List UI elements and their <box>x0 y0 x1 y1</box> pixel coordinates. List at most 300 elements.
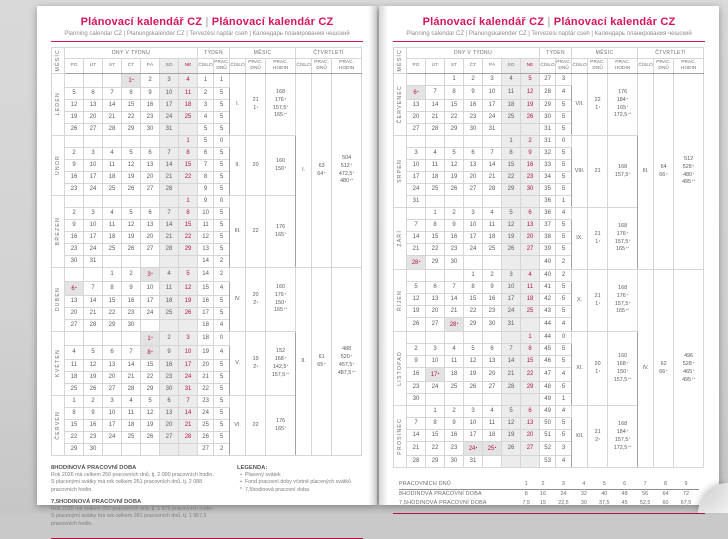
day-cell: 19 <box>122 231 141 243</box>
day-cell: 14 <box>445 293 464 305</box>
week-number-cell: 40 <box>540 269 556 281</box>
quarter-hours-cell-line: 495+* <box>682 179 696 186</box>
month-name-cell <box>394 331 407 405</box>
week-workdays-cell: 5 <box>556 293 572 305</box>
month-hours-cell-line: 165+* <box>616 308 630 315</box>
marker: + <box>692 360 695 365</box>
day-cell: 30 <box>160 383 179 395</box>
day-cell: 20 <box>65 307 84 319</box>
day-cell: 23 <box>464 111 483 123</box>
month-workdays-cell-line: 21 <box>594 167 601 174</box>
day-cell: 25 <box>103 183 122 195</box>
day-cell: 24 <box>84 243 103 255</box>
month-hours-cell <box>608 207 638 269</box>
calendar-table-host-right <box>393 47 705 468</box>
day-cell: 29 <box>445 123 464 135</box>
day-cell: 23 <box>65 183 84 195</box>
marker: * <box>286 104 289 109</box>
day-cell: 19 <box>464 367 483 381</box>
day-cell: 9 <box>65 159 84 171</box>
day-cell: 18 <box>483 231 502 243</box>
day-cell: 21 <box>84 307 103 319</box>
month-group-header: MĚSÍC <box>572 47 638 58</box>
week-number-cell: 3 <box>198 99 214 111</box>
quarter-number-cell <box>296 267 312 455</box>
marker: + <box>626 96 629 101</box>
week-number-cell: 14 <box>198 255 214 267</box>
calendar-table-host-left <box>51 47 363 456</box>
workdays-value-cell: 7,5 <box>522 500 531 507</box>
day-cell: 18 <box>65 371 84 383</box>
week-workdays-cell: 5 <box>556 159 572 171</box>
day-cell: 29 <box>141 383 160 395</box>
week-workdays-cell: 5 <box>214 383 230 395</box>
marker: • <box>437 370 440 376</box>
day-cell: 7 <box>122 345 141 359</box>
day-cell: 30 <box>521 183 540 195</box>
day-cell: 24 <box>179 371 198 383</box>
month-workdays-cell <box>246 331 266 395</box>
day-cell: 8 <box>65 407 84 419</box>
month-group-header: MĚSÍC <box>230 47 296 58</box>
day-cell: 6 <box>521 207 540 219</box>
month-name-cell <box>52 135 65 195</box>
month-hours-cell <box>266 395 296 455</box>
day-cell: 17 <box>84 171 103 183</box>
day-cell <box>521 393 540 405</box>
day-cell <box>179 123 198 135</box>
day-cell: 1 <box>179 195 198 207</box>
day-cell: 23 <box>160 371 179 383</box>
day-cell: 7 <box>407 417 426 429</box>
day-cell <box>103 443 122 455</box>
day-cell: 5 <box>502 207 521 219</box>
month-workdays-cell <box>246 267 266 331</box>
day-cell: 11 <box>483 219 502 231</box>
page-title <box>393 16 705 28</box>
week-number-cell: 27 <box>540 73 556 85</box>
day-cell: 17 <box>160 99 179 111</box>
month-name-cell <box>52 331 65 395</box>
quarter-hours-cell-line: 512+ <box>340 162 353 169</box>
month-number-header: ČÍSLO <box>230 58 246 73</box>
weekday-header: PO <box>65 58 84 73</box>
workdays-value-cell: 5 <box>591 480 617 490</box>
day-cell: 9 <box>407 355 426 367</box>
day-cell <box>407 207 426 219</box>
day-cell <box>65 195 84 207</box>
marker: +* <box>625 308 630 313</box>
month-workdays-cell-line: 1• <box>595 368 600 375</box>
quarter-hours-cell-line: 504 <box>342 154 352 161</box>
legend-text: Placený svátek <box>245 471 281 478</box>
week-workdays-cell: 1 <box>214 73 230 87</box>
month-number-cell-line: I. <box>236 100 240 107</box>
day-cell: 17 <box>464 231 483 243</box>
month-number-cell-line: III. <box>234 227 241 234</box>
day-cell: 8 <box>103 281 122 295</box>
legend-symbol: • <box>240 471 242 478</box>
quarter-hours-cell <box>332 73 362 267</box>
marker: * <box>626 368 629 373</box>
month-name-label: BŘEZEN <box>55 216 61 246</box>
day-cell <box>483 331 502 343</box>
day-cell <box>502 331 521 343</box>
day-cell: 6• <box>65 281 84 295</box>
day-cell: 11 <box>103 219 122 231</box>
marker: • <box>475 444 478 450</box>
day-cell: 7 <box>160 147 179 159</box>
day-cell: 10 <box>141 281 160 295</box>
day-cell: 12 <box>502 417 521 429</box>
marker: * <box>692 171 695 176</box>
day-cell <box>122 443 141 455</box>
month-number-cell <box>572 207 588 269</box>
day-cell: 14 <box>84 295 103 307</box>
quarter-number-cell <box>296 73 312 267</box>
week-workdays-cell: 5 <box>214 159 230 171</box>
day-cell: 16 <box>65 231 84 243</box>
day-cell: 3 <box>464 405 483 417</box>
month-workdays-cell-line: 2• <box>253 363 258 370</box>
week-number-cell: 24 <box>198 407 214 419</box>
day-cell: 11 <box>122 407 141 419</box>
month-name-label: ČERVENEC <box>397 84 403 124</box>
days-group-header: DNY V TÝDNU <box>407 47 540 58</box>
month-name-label: LISTOPAD <box>397 350 403 386</box>
week-group-header: TÝDEN <box>198 47 230 58</box>
day-cell <box>103 135 122 147</box>
month-workdays-cell-line: 20 <box>252 291 259 298</box>
day-cell: 28 <box>483 183 502 195</box>
month-hours-cell <box>608 331 638 405</box>
marker: + <box>350 162 353 167</box>
month-hours-cell-line: 160 <box>276 283 286 290</box>
day-cell: 12 <box>122 159 141 171</box>
day-cell: 2 <box>65 207 84 219</box>
legend-symbol: + <box>239 479 243 486</box>
workdays-row-label: 8HODINOVÁ PRACOVNÍ DOBA <box>399 491 482 498</box>
day-cell <box>445 135 464 147</box>
day-cell: 12 <box>445 159 464 171</box>
month-number-cell-line: X. <box>577 296 583 303</box>
quarter-workdays-header: PRAC. DNŮ <box>654 58 674 73</box>
day-cell <box>407 331 426 343</box>
week-row <box>52 267 362 281</box>
day-cell: 1 <box>426 207 445 219</box>
day-cell: 3• <box>141 267 160 281</box>
month-name-label: SRPEN <box>397 159 403 183</box>
note-line: S placenými svátky má rok celkem 261 pracovních dnů, tj. 1 957,5 pracovních hodin. <box>51 513 207 527</box>
day-cell: 8 <box>179 207 198 219</box>
day-cell <box>521 123 540 135</box>
week-workdays-cell: 1 <box>556 393 572 405</box>
marker: * <box>628 300 631 305</box>
marker: * <box>626 104 629 109</box>
month-hours-cell <box>608 269 638 331</box>
calendar-table <box>393 47 704 468</box>
week-number-cell: 9 <box>198 183 214 195</box>
week-workdays-cell: 5 <box>214 243 230 255</box>
day-cell: 21 <box>483 171 502 183</box>
week-workdays-cell: 5 <box>556 183 572 195</box>
quarter-workdays-cell-line: 64 <box>660 163 667 170</box>
week-number-cell: 5 <box>198 123 214 135</box>
week-workdays-cell: 5 <box>214 87 230 99</box>
day-cell: 14 <box>160 159 179 171</box>
week-workdays-cell: 5 <box>214 395 230 407</box>
month-hours-cell <box>266 195 296 267</box>
weekday-header: ST <box>445 58 464 73</box>
day-cell: 7 <box>426 85 445 99</box>
quarter-hours-cell-line: 528+ <box>682 360 695 367</box>
day-cell: 13 <box>65 295 84 307</box>
month-name-label: ČERVEN <box>55 410 61 440</box>
day-cell <box>502 393 521 405</box>
day-cell: 25 <box>122 431 141 443</box>
month-hours-cell <box>608 73 638 135</box>
month-number-cell-line: VIII. <box>574 167 585 174</box>
week-workdays-cell: 5 <box>556 147 572 159</box>
week-workdays-cell: 5 <box>214 307 230 319</box>
month-hours-cell-line: 172,5+* <box>613 112 632 119</box>
week-number-cell: 13 <box>198 243 214 255</box>
quarter-workdays-cell-line: 65+ <box>317 361 326 368</box>
day-cell <box>103 73 122 87</box>
month-hours-cell-line: 168+ <box>616 360 629 367</box>
marker: • <box>598 436 600 441</box>
day-cell: 11 <box>426 159 445 171</box>
month-number-cell <box>230 195 246 267</box>
day-cell: 8 <box>426 417 445 429</box>
month-hours-cell <box>266 135 296 195</box>
day-cell <box>426 195 445 207</box>
quarter-hours-cell-line: 520+ <box>340 353 353 360</box>
day-cell: 14 <box>426 99 445 111</box>
day-cell: 20 <box>141 231 160 243</box>
legend-text: Fond pracovní doby včetně placených svátků <box>245 479 351 486</box>
workdays-value-cell: 8 <box>658 480 673 490</box>
day-cell: 25 <box>426 183 445 195</box>
day-cell: 26 <box>122 243 141 255</box>
day-cell: 26 <box>122 183 141 195</box>
quarter-hours-cell-line: 472,5* <box>338 170 355 177</box>
month-hours-cell-line: 165* <box>275 231 287 238</box>
day-cell: 20 <box>407 111 426 123</box>
month-workdays-cell-line: 21 <box>594 230 601 237</box>
day-cell: 29 <box>426 255 445 269</box>
day-cell: 30 <box>483 317 502 331</box>
day-cell <box>103 331 122 345</box>
week-workdays-cell: 0 <box>214 331 230 345</box>
day-cell: 13 <box>464 159 483 171</box>
day-cell: 30 <box>464 123 483 135</box>
day-cell <box>426 331 445 343</box>
month-name-label: ZÁŘÍ <box>397 229 403 247</box>
month-workdays-header: PRAC. DNŮ <box>246 58 266 73</box>
month-hours-cell-line: 157,5* <box>614 436 631 443</box>
week-number-cell: 33 <box>540 159 556 171</box>
day-cell: 31 <box>160 123 179 135</box>
quarter-number-cell <box>638 269 654 467</box>
week-workdays-header: PRAC. DNŮ <box>214 58 230 73</box>
day-cell: 11 <box>502 85 521 99</box>
day-cell: 6 <box>141 147 160 159</box>
month-hours-cell <box>608 135 638 207</box>
day-cell: 23 <box>407 381 426 393</box>
month-hours-cell <box>266 267 296 331</box>
day-cell: 30 <box>445 255 464 269</box>
day-cell: 30 <box>84 443 103 455</box>
month-number-cell <box>572 135 588 207</box>
day-cell: 1• <box>141 331 160 345</box>
day-cell: 9 <box>65 219 84 231</box>
day-cell: 4 <box>179 73 198 87</box>
day-cell: 2 <box>445 405 464 417</box>
day-cell: 4 <box>103 147 122 159</box>
week-number-cell: 29 <box>540 99 556 111</box>
week-number-cell: 50 <box>540 417 556 429</box>
week-number-cell: 9 <box>198 195 214 207</box>
workdays-value-cell: 67,5 <box>680 500 692 507</box>
quarter-hours-cell-line: 528+ <box>682 163 695 170</box>
week-number-cell: 46 <box>540 355 556 367</box>
month-number-cell <box>572 331 588 405</box>
day-cell: 11 <box>160 281 179 295</box>
week-number-cell: 51 <box>540 429 556 441</box>
week-workdays-cell: 5 <box>214 231 230 243</box>
week-number-cell: 17 <box>198 307 214 319</box>
day-cell: 27 <box>160 431 179 443</box>
month-workdays-header: PRAC. DNŮ <box>588 58 608 73</box>
day-cell: 27 <box>141 183 160 195</box>
week-workdays-cell: 2 <box>214 255 230 267</box>
day-cell: 13 <box>103 359 122 371</box>
day-cell: 12 <box>179 281 198 295</box>
day-cell: 23 <box>65 243 84 255</box>
worktime-note-8h <box>51 465 225 495</box>
day-cell: 23 <box>445 441 464 455</box>
week-number-cell: 18 <box>198 331 214 345</box>
month-number-cell-line: V. <box>235 359 240 366</box>
month-number-cell-line: VII. <box>575 100 584 107</box>
day-cell <box>103 255 122 267</box>
quarter-workdays-cell <box>654 73 674 269</box>
day-cell: 21 <box>122 371 141 383</box>
marker: • <box>494 444 497 450</box>
week-workdays-cell: 3 <box>556 441 572 455</box>
marker: + <box>626 230 629 235</box>
month-hours-cell-line: 176 <box>276 417 286 424</box>
week-workdays-cell: 5 <box>556 305 572 317</box>
day-cell: 14 <box>483 159 502 171</box>
week-number-cell: 42 <box>540 293 556 305</box>
day-cell: 26 <box>502 243 521 255</box>
week-workdays-cell: 5 <box>214 295 230 307</box>
month-number-cell-line: IV. <box>234 295 241 302</box>
marker: • <box>417 88 419 94</box>
day-cell: 12 <box>521 85 540 99</box>
week-workdays-cell: 3 <box>556 73 572 85</box>
month-name-cell <box>394 73 407 135</box>
day-cell: 6 <box>464 147 483 159</box>
month-column-label: MĚSÍC <box>397 48 403 72</box>
day-cell: 5 <box>464 343 483 355</box>
day-cell <box>445 393 464 405</box>
week-number-cell: 35 <box>540 183 556 195</box>
day-cell: 5 <box>521 73 540 85</box>
day-cell <box>521 255 540 269</box>
day-cell: 1 <box>464 269 483 281</box>
day-cell: 14 <box>179 407 198 419</box>
day-cell: 8 <box>122 87 141 99</box>
day-cell: 1• <box>122 73 141 87</box>
day-cell: 28 <box>84 319 103 331</box>
day-cell: 14 <box>407 429 426 441</box>
calendar-body <box>52 73 362 455</box>
workdays-value-cell: 56 <box>642 491 649 498</box>
day-cell: 24 <box>160 111 179 123</box>
day-cell: 27 <box>141 243 160 255</box>
day-cell <box>103 195 122 207</box>
day-cell <box>65 331 84 345</box>
day-cell: 11 <box>445 355 464 367</box>
day-cell: 27 <box>84 123 103 135</box>
day-cell: 28 <box>502 381 521 393</box>
day-cell: 2 <box>160 331 179 345</box>
day-cell: 6 <box>426 281 445 293</box>
day-cell: 12 <box>122 219 141 231</box>
day-cell: 16 <box>445 231 464 243</box>
month-workdays-cell <box>246 395 266 455</box>
week-number-header: ČÍSLO <box>198 58 214 73</box>
quarter-hours-header: PRAC. HODIN <box>332 58 362 73</box>
marker: * <box>286 363 289 368</box>
marker: +* <box>349 178 354 183</box>
week-workdays-cell: 5 <box>214 123 230 135</box>
quarter-hours-cell-line: 488 <box>342 345 352 352</box>
day-cell: 24 <box>502 305 521 317</box>
month-name-label: DUBEN <box>55 286 61 312</box>
day-cell: 27 <box>407 123 426 135</box>
day-cell: 10 <box>464 219 483 231</box>
day-cell: 15 <box>464 293 483 305</box>
day-cell: 2 <box>445 207 464 219</box>
week-workdays-cell: 2 <box>556 269 572 281</box>
day-cell <box>502 123 521 135</box>
day-cell: 29 <box>179 243 198 255</box>
week-workdays-cell: 0 <box>214 135 230 147</box>
day-cell: 5 <box>445 147 464 159</box>
week-workdays-cell: 4 <box>214 319 230 331</box>
day-cell: 22 <box>521 367 540 381</box>
day-cell <box>160 135 179 147</box>
day-cell: 30 <box>407 393 426 405</box>
day-cell: 22 <box>122 111 141 123</box>
day-cell: 10 <box>84 159 103 171</box>
week-workdays-cell: 5 <box>556 355 572 367</box>
month-hours-cell-line: 168 <box>618 284 628 291</box>
day-cell: 2 <box>141 73 160 87</box>
day-cell: 16 <box>445 429 464 441</box>
workdays-value-cell: 9 <box>673 480 699 490</box>
month-workdays-cell-line: 22 <box>594 96 601 103</box>
day-cell: 17 <box>502 293 521 305</box>
day-cell <box>179 255 198 267</box>
day-cell: 13 <box>521 219 540 231</box>
week-number-cell: 40 <box>540 255 556 269</box>
week-number-cell: 44 <box>540 331 556 343</box>
